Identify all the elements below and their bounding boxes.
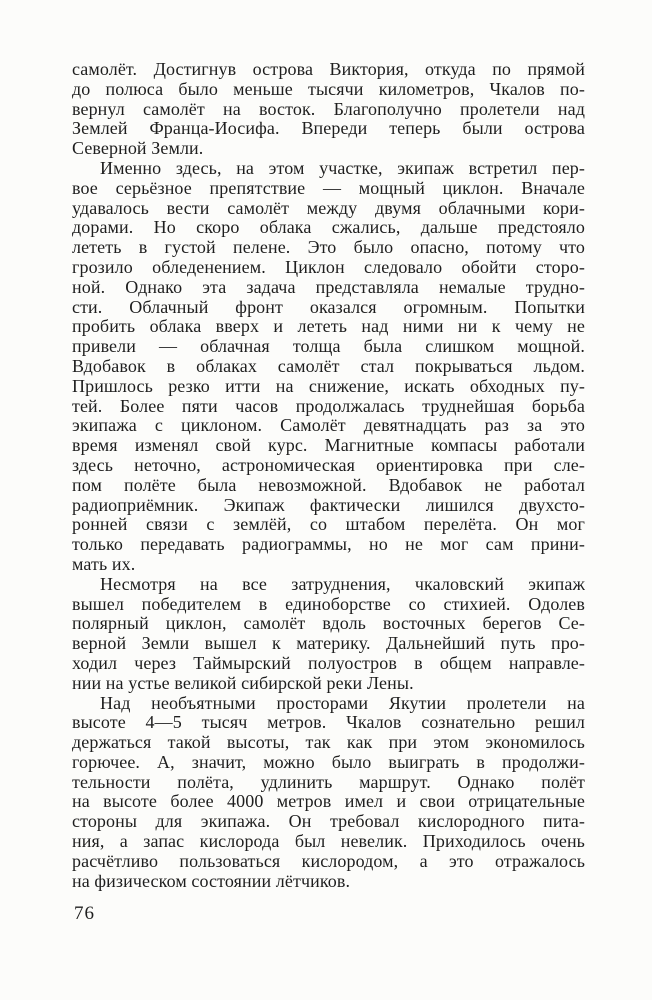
text-line: мать их.: [72, 553, 136, 574]
text-line: ния, а запас кислорода был невелик. Приходилось очень: [72, 831, 585, 852]
text-line: дорами. Но скоро облака сжались, дальше предстояло: [72, 217, 585, 238]
paragraph: [72, 694, 585, 892]
text-line: Северной Земли.: [72, 138, 204, 159]
page-number: 76: [74, 903, 95, 924]
text-line: экипажа с циклоном. Самолёт девятнадцать раз за это: [72, 415, 585, 436]
text-line: Именно здесь, на этом участке, экипаж встретил пер-: [100, 157, 585, 178]
text-line: вернул самолёт на восток. Благополучно пролетели над: [72, 98, 585, 119]
text-line: Вдобавок в облаках самолёт стал покрываться льдом.: [72, 355, 585, 376]
text-line: Несмотря на все затруднения, чкаловский экипаж: [100, 573, 585, 594]
text-line: лететь в густой пелене. Это было опасно, потому что: [72, 237, 585, 258]
text-line: тельности полёта, удлинить маршрут. Однако полёт: [72, 771, 585, 792]
text-line: ронней связи с землёй, со штабом перелёта. Он мог: [72, 514, 585, 535]
text-line: до полюса было меньше тысячи километров, Чкалов по-: [72, 78, 585, 99]
text-line: на высоте более 4000 метров имел и свои отрицательные: [72, 791, 585, 812]
text-line: полярный циклон, самолёт вдоль восточных берегов Се-: [72, 613, 585, 634]
text-line: вое серьёзное препятствие — мощный циклон. Вначале: [72, 177, 585, 198]
text-line: тей. Более пяти часов продолжалась труднейшая борьба: [72, 395, 585, 416]
text-line: сти. Облачный фронт оказался огромным. Попытки: [72, 296, 585, 317]
text-line: здесь неточно, астрономическая ориентировка при сле-: [72, 454, 585, 475]
text-line: на физическом состоянии лётчиков.: [72, 870, 351, 891]
text-line: нии на устье великой сибирской реки Лены.: [72, 672, 414, 693]
text-line: грозило обледенением. Циклон следовало обойти сторо-: [72, 256, 585, 277]
text-line: привели — облачная толща была слишком мощной.: [72, 336, 585, 357]
paragraph: [72, 575, 585, 694]
page-text: [72, 60, 585, 891]
text-line: горючее. А, значит, можно было выиграть в продолжи-: [72, 751, 585, 772]
text-line: ной. Однако эта задача представляла немалые трудно-: [72, 276, 585, 297]
text-line: только передавать радиограммы, но не мог сам прини-: [72, 534, 585, 555]
text-line: Землей Франца-Иосифа. Впереди теперь были острова: [72, 118, 585, 139]
text-line: самолёт. Достигнув острова Виктория, откуда по прямой: [72, 59, 585, 79]
text-line: Пришлось резко итти на снижение, искать обходных пу-: [72, 375, 585, 396]
text-line: верной Земли вышел к материку. Дальнейший путь про-: [72, 633, 585, 654]
text-line: высоте 4—5 тысяч метров. Чкалов сознательно решил: [72, 712, 585, 733]
paragraph: [72, 159, 585, 575]
text-line: пробить облака вверх и лететь над ними ни к чему не: [72, 316, 585, 337]
text-line: стороны для экипажа. Он требовал кислородного пита-: [72, 811, 585, 832]
text-line: расчётливо пользоваться кислородом, а это отражалось: [72, 850, 585, 871]
text-line: ходил через Таймырский полуостров в общем направле-: [72, 652, 585, 673]
text-line: удавалось вести самолёт между двумя облачными кори-: [72, 197, 585, 218]
text-line: радиоприёмник. Экипаж фактически лишился двухсто-: [72, 494, 585, 515]
text-line: пом полёте была невозможной. Вдобавок не работал: [72, 474, 585, 495]
text-line: время изменял свой курс. Магнитные компасы работали: [72, 435, 585, 456]
paragraph: [72, 60, 585, 159]
text-line: Над необъятными просторами Якутии пролетели на: [100, 692, 585, 713]
text-line: вышел победителем в единоборстве со стихией. Одолев: [72, 593, 585, 614]
text-line: держаться такой высоты, так как при этом экономилось: [72, 732, 585, 753]
